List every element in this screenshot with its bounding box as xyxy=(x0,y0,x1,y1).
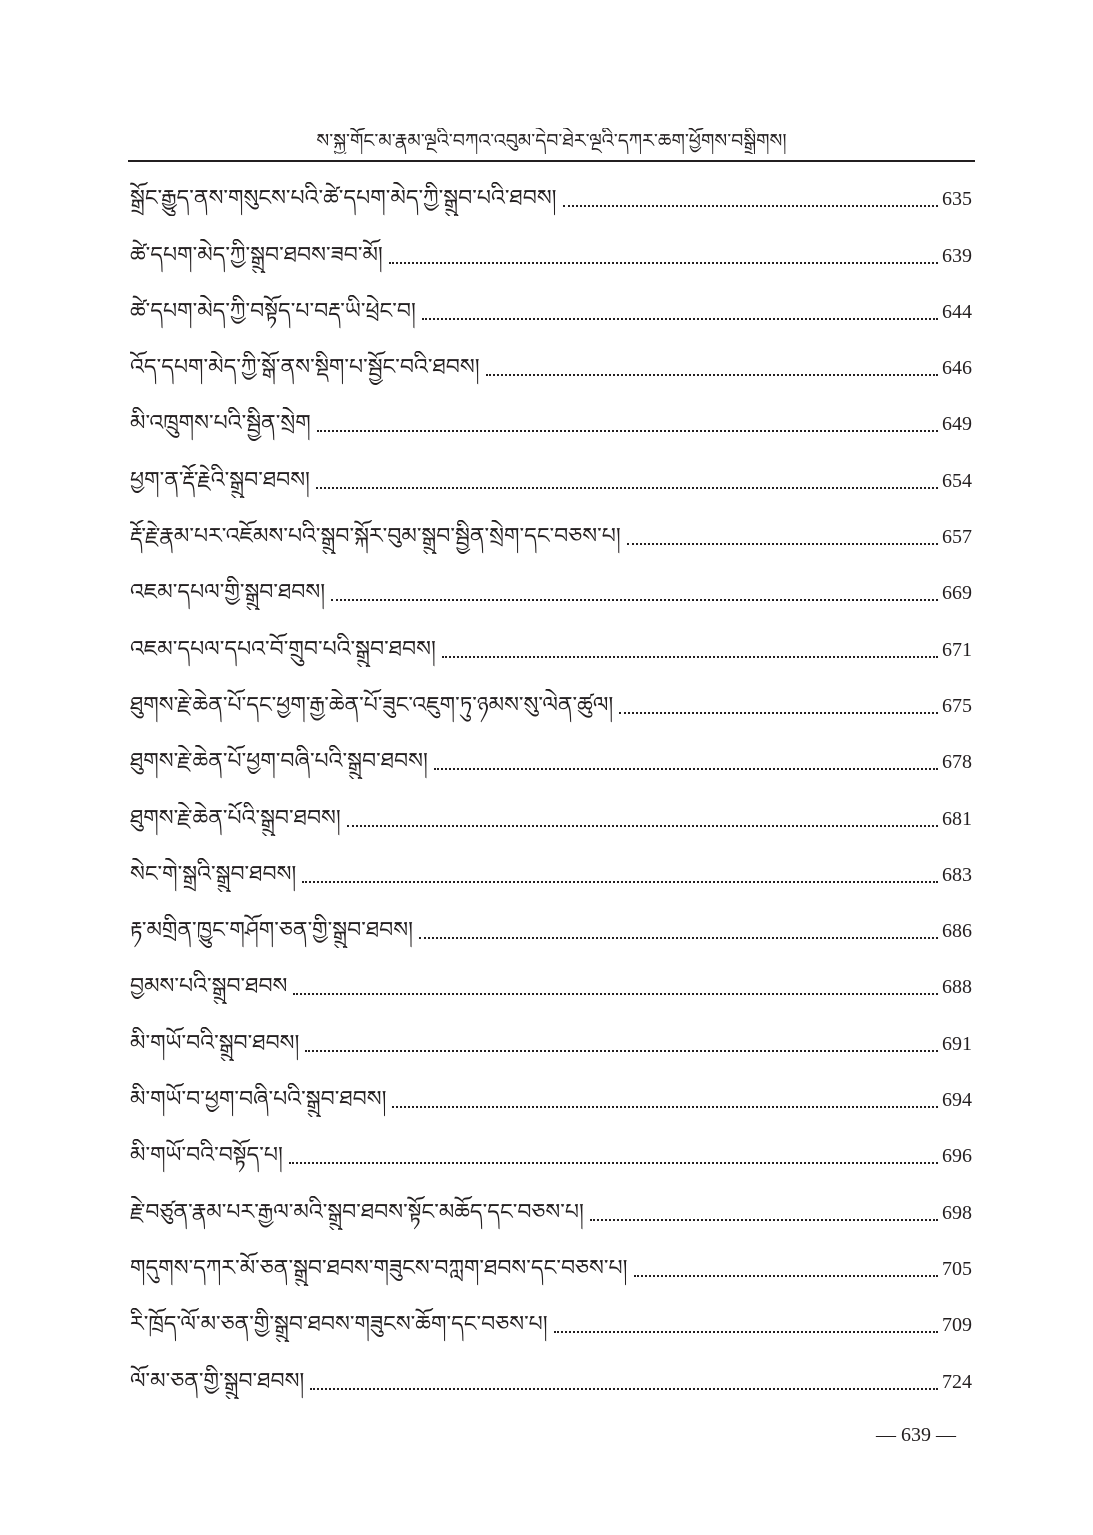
toc-entry-title: འོད་དཔག་མེད་ཀྱི་སྒོ་ནས་སྡིག་པ་སྦྱོང་བའི་ཐབས། xyxy=(130,355,480,381)
toc-entry-page: 657 xyxy=(942,526,972,549)
header-rule xyxy=(128,160,975,162)
toc-entry-title: ཚེ་དཔག་མེད་ཀྱི་སྒྲུབ་ཐབས་ཟབ་མོ། xyxy=(130,242,383,268)
toc-entry[interactable] xyxy=(130,737,972,793)
table-of-contents xyxy=(130,174,972,1413)
toc-entry-page: 698 xyxy=(942,1201,972,1224)
dot-leader xyxy=(316,487,938,489)
toc-entry[interactable] xyxy=(130,624,972,680)
toc-entry-title: མི་གཡོ་བའི་སྒྲུབ་ཐབས། xyxy=(130,1030,300,1056)
toc-entry-page: 678 xyxy=(942,751,972,774)
toc-entry-title: སྒྲོང་རྒྱུད་ནས་གསུངས་པའི་ཚེ་དཔག་མེད་ཀྱི་སྒྲུབ་པའི་ཐབས། xyxy=(130,186,557,212)
dot-leader xyxy=(590,1219,938,1221)
toc-entry[interactable] xyxy=(130,343,972,399)
dot-leader xyxy=(392,1106,938,1108)
dot-leader xyxy=(419,937,938,939)
toc-entry-page: 671 xyxy=(942,638,972,661)
toc-entry[interactable] xyxy=(130,1300,972,1356)
toc-entry[interactable] xyxy=(130,962,972,1018)
dot-leader xyxy=(442,656,938,658)
toc-entry-page: 705 xyxy=(942,1257,972,1280)
toc-entry[interactable] xyxy=(130,850,972,906)
dot-leader xyxy=(347,825,938,827)
toc-entry-title: འཇམ་དཔལ་གྱི་སྒྲུབ་ཐབས། xyxy=(130,580,326,606)
dot-leader xyxy=(289,1162,938,1164)
toc-entry-page: 669 xyxy=(942,582,972,605)
toc-entry-page: 724 xyxy=(942,1370,972,1393)
toc-entry-page: 644 xyxy=(942,300,972,323)
toc-entry[interactable] xyxy=(130,1356,972,1412)
toc-entry-title: ཐུགས་རྗེ་ཆེན་པོ་ཕྱག་བཞི་པའི་སྒྲུབ་ཐབས། xyxy=(130,749,428,775)
toc-entry[interactable] xyxy=(130,906,972,962)
toc-entry-page: 694 xyxy=(942,1089,972,1112)
toc-entry-page: 646 xyxy=(942,357,972,380)
toc-entry-page: 696 xyxy=(942,1145,972,1168)
toc-entry-page: 686 xyxy=(942,920,972,943)
dot-leader xyxy=(619,712,938,714)
toc-entry-title: སེང་གེ་སྒྲའི་སྒྲུབ་ཐབས། xyxy=(130,861,297,887)
toc-entry[interactable] xyxy=(130,174,972,230)
toc-entry-page: 691 xyxy=(942,1032,972,1055)
toc-entry[interactable] xyxy=(130,399,972,455)
toc-entry-title: མི་གཡོ་བའི་བསྟོད་པ། xyxy=(130,1143,283,1169)
dot-leader xyxy=(305,1050,938,1052)
toc-entry[interactable] xyxy=(130,568,972,624)
toc-entry-title: ཚེ་དཔག་མེད་ཀྱི་བསྟོད་པ་བརྡ་ཡི་ཕྲེང་བ། xyxy=(130,298,416,324)
toc-entry-page: 681 xyxy=(942,807,972,830)
dot-leader xyxy=(563,205,938,207)
toc-entry[interactable] xyxy=(130,512,972,568)
toc-entry-page: 654 xyxy=(942,469,972,492)
toc-entry-page: 683 xyxy=(942,863,972,886)
toc-entry-title: མི་འཁྲུགས་པའི་སྦྱིན་སྲེག xyxy=(130,411,311,437)
toc-entry-title: འཇམ་དཔལ་དཔའ་བོ་གྲུབ་པའི་སྒྲུབ་ཐབས། xyxy=(130,636,436,662)
toc-entry-page: 709 xyxy=(942,1314,972,1337)
dot-leader xyxy=(434,768,938,770)
dot-leader xyxy=(627,543,938,545)
toc-entry-title: ཕྱག་ན་རྡོ་རྗེའི་སྒྲུབ་ཐབས། xyxy=(130,467,310,493)
toc-entry-title: ཐུགས་རྗེ་ཆེན་པོའི་སྒྲུབ་ཐབས། xyxy=(130,805,341,831)
dot-leader xyxy=(634,1275,938,1277)
toc-entry-page: 675 xyxy=(942,694,972,717)
toc-entry[interactable] xyxy=(130,1244,972,1300)
toc-entry-title: རི་ཁྲོད་ལོ་མ་ཅན་གྱི་སྒྲུབ་ཐབས་གཟུངས་ཆོག་དང་བཅས་པ། xyxy=(130,1312,548,1338)
toc-entry-title: ལོ་མ་ཅན་གྱི་སྒྲུབ་ཐབས། xyxy=(130,1368,305,1394)
dot-leader xyxy=(302,881,938,883)
page-number: — 639 — xyxy=(876,1424,956,1446)
dot-leader xyxy=(486,374,938,376)
toc-entry[interactable] xyxy=(130,287,972,343)
toc-entry-title: རྟ་མགྲིན་ཁྱུང་གཤོག་ཅན་གྱི་སྒྲུབ་ཐབས། xyxy=(130,918,413,944)
running-header: ས་སྐྱ་གོང་མ་རྣམ་ལྔའི་བཀའ་འབུམ་དེབ་ཐེར་ལྔའི་དཀར་ཆག་ཕྱོགས་བསྒྲིགས། xyxy=(316,130,787,152)
toc-entry-title: རྗེ་བཙུན་རྣམ་པར་རྒྱལ་མའི་སྒྲུབ་ཐབས་སྟོང་མཆོད་དང་བཅས་པ། xyxy=(130,1199,584,1225)
toc-entry-page: 688 xyxy=(942,976,972,999)
toc-entry[interactable] xyxy=(130,793,972,849)
toc-entry-page: 635 xyxy=(942,188,972,211)
toc-entry-title: ཐུགས་རྗེ་ཆེན་པོ་དང་ཕྱག་རྒྱ་ཆེན་པོ་ཟུང་འཇུག་ཏུ་ཉམས་སུ་ལེན་ཚུལ། xyxy=(130,692,614,718)
toc-entry[interactable] xyxy=(130,1131,972,1187)
toc-entry[interactable] xyxy=(130,1187,972,1243)
toc-entry-title: རྡོ་རྗེ་རྣམ་པར་འཇོམས་པའི་སྒྲུབ་སྐོར་བུམ་སྒྲུབ་སྦྱིན་སྲེག་དང་བཅས་པ། xyxy=(130,524,621,550)
dot-leader xyxy=(310,1388,938,1390)
toc-entry-page: 639 xyxy=(942,244,972,267)
dot-leader xyxy=(317,430,938,432)
toc-entry-title: གདུགས་དཀར་མོ་ཅན་སྒྲུབ་ཐབས་གཟུངས་བཀླག་ཐབས་དང་བཅས་པ། xyxy=(130,1255,628,1281)
toc-entry[interactable] xyxy=(130,1018,972,1074)
dot-leader xyxy=(389,262,938,264)
toc-entry[interactable] xyxy=(130,455,972,511)
dot-leader xyxy=(293,993,938,995)
dot-leader xyxy=(422,318,938,320)
toc-entry[interactable] xyxy=(130,230,972,286)
dot-leader xyxy=(331,599,938,601)
toc-entry[interactable] xyxy=(130,1075,972,1131)
toc-entry-title: བྱམས་པའི་སྒྲུབ་ཐབས xyxy=(130,974,288,1000)
toc-entry-page: 649 xyxy=(942,413,972,436)
toc-entry[interactable] xyxy=(130,681,972,737)
toc-entry-title: མི་གཡོ་བ་ཕྱག་བཞི་པའི་སྒྲུབ་ཐབས། xyxy=(130,1087,387,1113)
dot-leader xyxy=(554,1331,938,1333)
